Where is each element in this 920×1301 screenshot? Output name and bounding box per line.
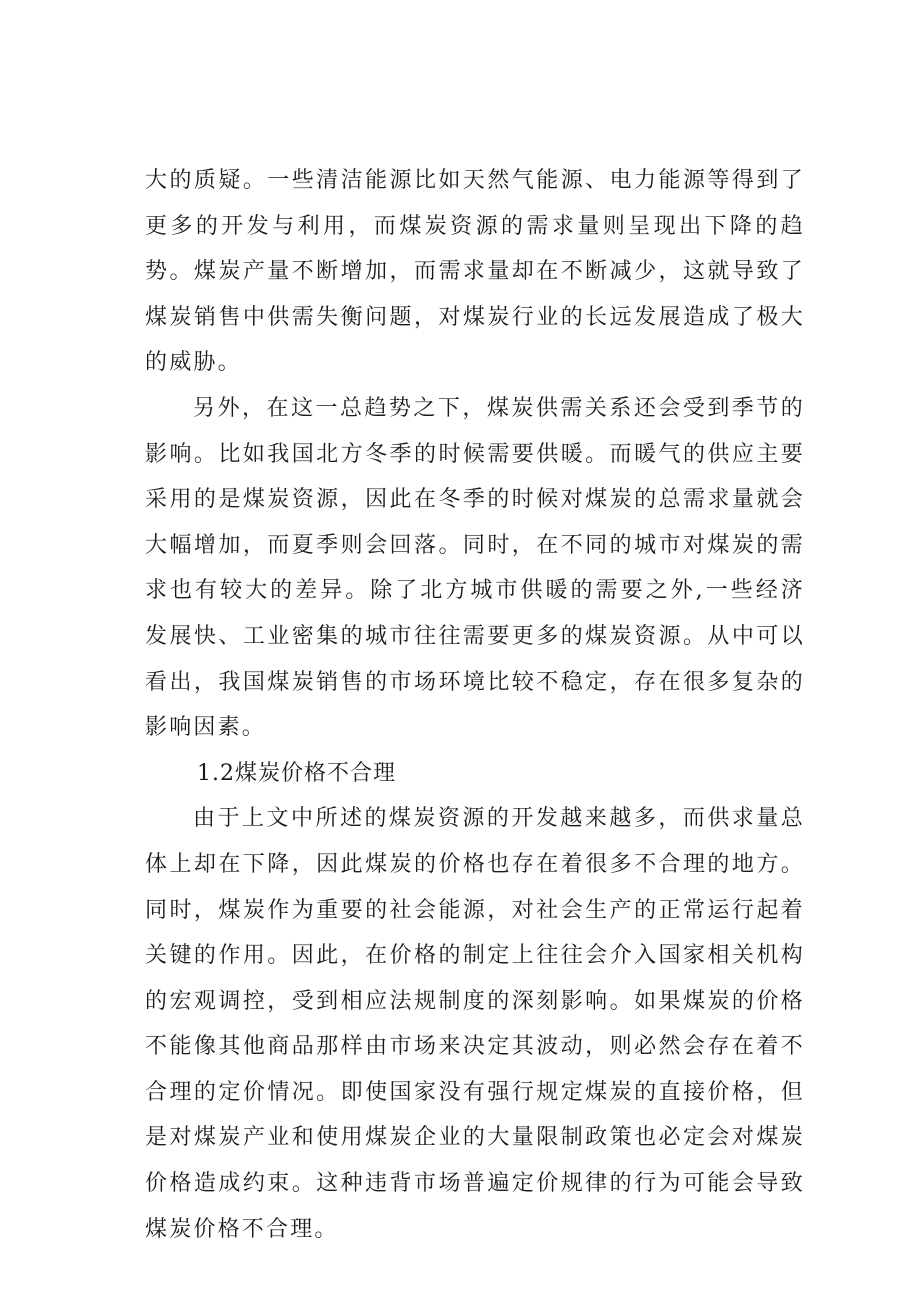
document-body: [145, 158, 805, 1252]
section-heading: 1.2煤炭价格不合理: [197, 760, 396, 786]
paragraph-seasonal-influence: 另外，在这一总趋势之下，煤炭供需关系还会受到季节的影响。比如我国北方冬季的时候需要供暖。而暖气的供应主要采用的是煤炭资源，因此在冬季的时候对煤炭的总需求量就会大幅增加，而夏季则会回落。同时，在不同的城市对煤炭的需求也有较大的差异。除了北方城市供暖的需要之外,一些经济发展快、工业密集的城市往往需要更多的煤炭资源。从中可以看出，我国煤炭销售的市场环境比较不稳定，存在很多复杂的影响因素。: [145, 395, 805, 741]
paragraph-price-unreasonable: 由于上文中所述的煤炭资源的开发越来越多，而供求量总体上却在下降，因此煤炭的价格也存在着很多不合理的地方。同时，煤炭作为重要的社会能源，对社会生产的正常运行起着关键的作用。因此，在价格的制定上往往会介入国家相关机构的宏观调控，受到相应法规制度的深刻影响。如果煤炭的价格不能像其他商品那样由市场来决定其波动，则必然会存在着不合理的定价情况。即使国家没有强行规定煤炭的直接价格，但是对煤炭产业和使用煤炭企业的大量限制政策也必定会对煤炭价格造成约束。这种违背市场普遍定价规律的行为可能会导致煤炭价格不合理。: [145, 806, 805, 1242]
paragraph-supply-demand-imbalance: 大的质疑。一些清洁能源比如天然气能源、电力能源等得到了更多的开发与利用，而煤炭资源的需求量则呈现出下降的趋势。煤炭产量不断增加，而需求量却在不断减少，这就导致了煤炭销售中供需失衡问题，对煤炭行业的长远发展造成了极大的威胁。: [145, 168, 805, 376]
